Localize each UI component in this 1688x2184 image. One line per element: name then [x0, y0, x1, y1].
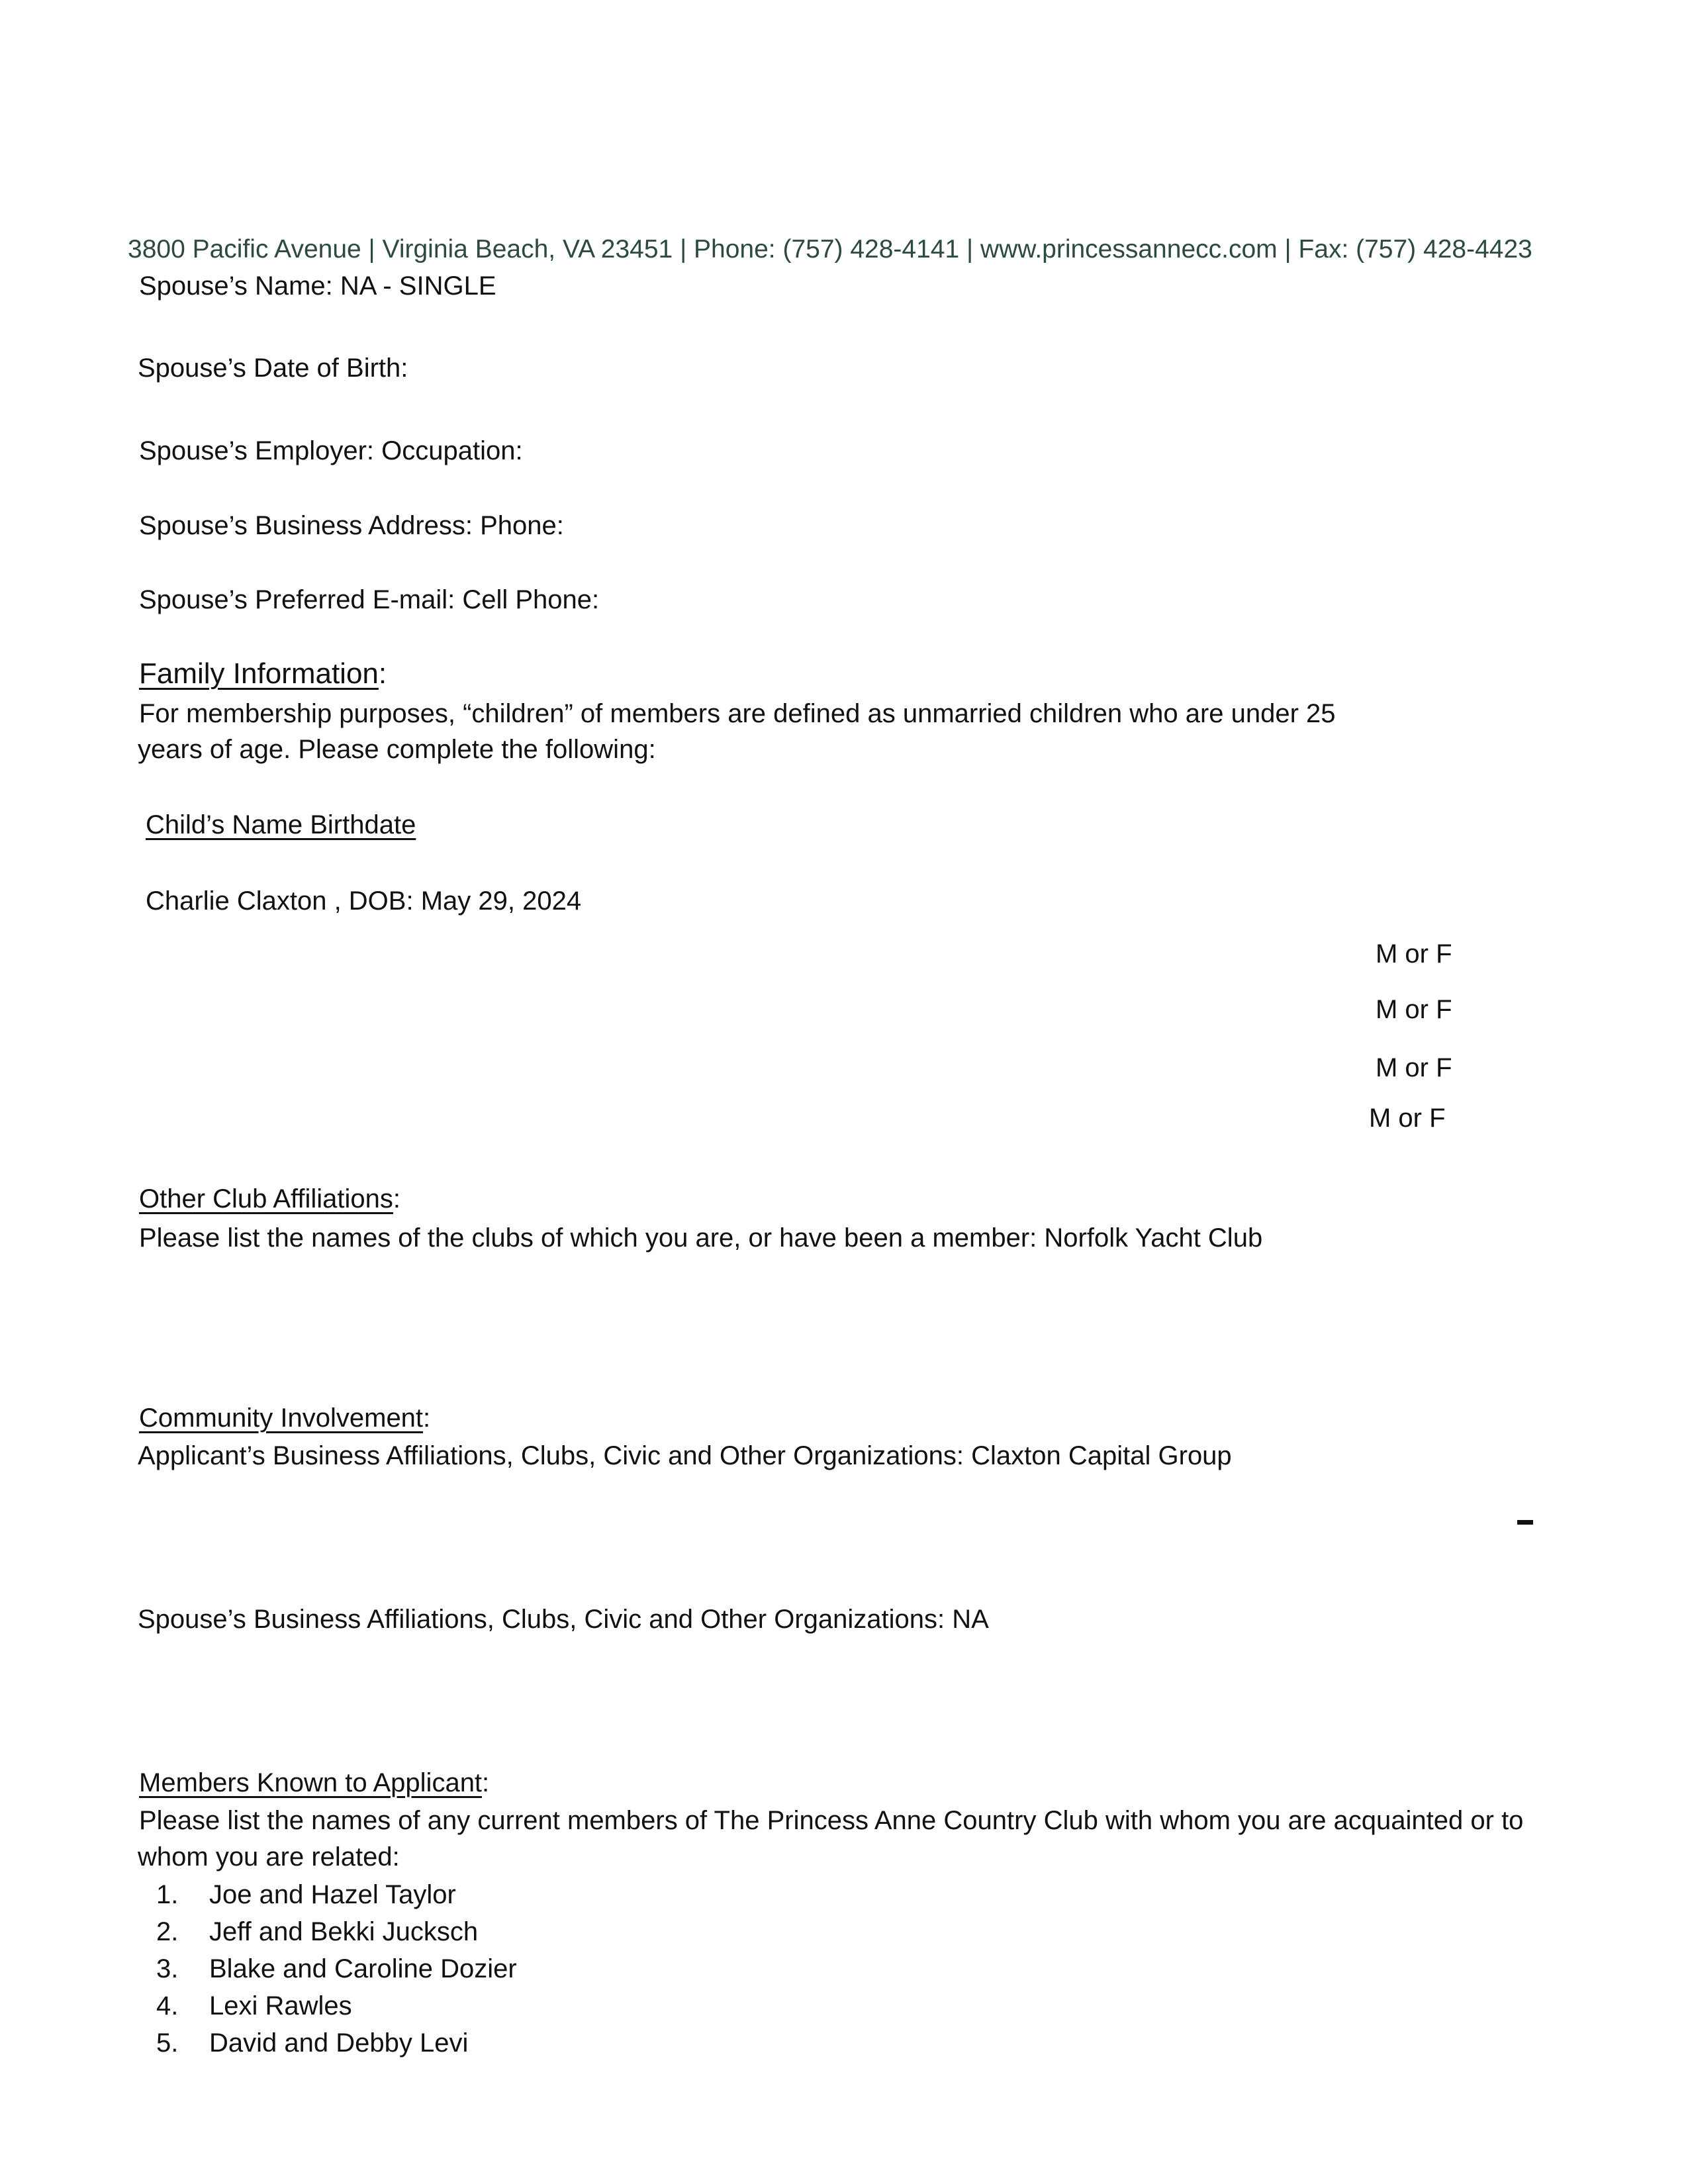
spouse-name-field: Spouse’s Name: NA - SINGLE	[139, 271, 496, 301]
family-information-heading	[139, 658, 387, 690]
family-heading-colon: :	[378, 657, 387, 690]
members-known-prompt-line-2: whom you are related:	[138, 1842, 400, 1872]
list-item	[156, 1879, 456, 1911]
community-heading-text: Community Involvement	[139, 1403, 424, 1433]
list-item-number: 3.	[156, 1954, 179, 1983]
other-clubs-heading-colon: :	[393, 1184, 401, 1213]
other-clubs-prompt: Please list the names of the clubs of which you are, or have been a member: Norfolk Yacht Club	[139, 1223, 1263, 1253]
gender-option-3: M or F	[1376, 1053, 1452, 1082]
members-known-heading	[139, 1767, 489, 1799]
applicant-affiliations-line: Applicant’s Business Affiliations, Clubs, Civic and Other Organizations: Claxton Capital Group	[138, 1441, 1232, 1470]
other-clubs-heading-text: Other Club Affiliations	[139, 1184, 393, 1213]
club-address-header: 3800 Pacific Avenue | Virginia Beach, VA 23451 | Phone: (757) 428-4141 | www.princessannecc.com | Fax: (757) 428-4423	[128, 235, 1532, 263]
list-item-number: 1.	[156, 1880, 179, 1909]
list-item	[156, 2027, 468, 2059]
family-description-line-2: years of age. Please complete the following:	[138, 735, 656, 764]
members-known-prompt-line-1: Please list the names of any current members of The Princess Anne Country Club with whom you are acquainted or to	[139, 1806, 1524, 1835]
list-item-name: David and Debby Levi	[209, 2028, 469, 2058]
other-clubs-heading	[139, 1183, 400, 1215]
list-item-number: 4.	[156, 1991, 179, 2020]
community-involvement-heading	[139, 1402, 430, 1434]
list-item	[156, 1916, 478, 1948]
children-columns-header: Child’s Name Birthdate	[146, 810, 416, 839]
community-heading-colon: :	[423, 1403, 431, 1433]
list-item-number: 5.	[156, 2028, 179, 2058]
list-item-name: Jeff and Bekki Jucksch	[209, 1917, 479, 1946]
members-known-heading-colon: :	[482, 1768, 490, 1797]
spouse-dob-field: Spouse’s Date of Birth:	[138, 354, 408, 383]
list-item-name: Blake and Caroline Dozier	[209, 1954, 517, 1983]
spouse-employer-field: Spouse’s Employer: Occupation:	[139, 436, 523, 465]
list-item	[156, 1990, 352, 2022]
list-item-name: Lexi Rawles	[209, 1991, 352, 2020]
child-entry: Charlie Claxton , DOB: May 29, 2024	[146, 886, 582, 916]
members-known-heading-text: Members Known to Applicant	[139, 1768, 483, 1797]
spouse-business-address-field: Spouse’s Business Address: Phone:	[139, 511, 564, 540]
family-description-line-1: For membership purposes, “children” of members are defined as unmarried children who are under 25	[139, 699, 1336, 728]
gender-option-2: M or F	[1376, 995, 1452, 1024]
family-heading-text: Family Information	[139, 657, 379, 690]
gender-option-4: M or F	[1369, 1104, 1446, 1133]
dash-mark	[1517, 1520, 1533, 1525]
gender-option-1: M or F	[1376, 939, 1452, 969]
list-item-name: Joe and Hazel Taylor	[209, 1880, 456, 1909]
list-item-number: 2.	[156, 1917, 179, 1946]
list-item	[156, 1953, 517, 1985]
spouse-email-field: Spouse’s Preferred E-mail: Cell Phone:	[139, 585, 600, 614]
spouse-affiliations-line: Spouse’s Business Affiliations, Clubs, Civic and Other Organizations: NA	[138, 1605, 989, 1634]
